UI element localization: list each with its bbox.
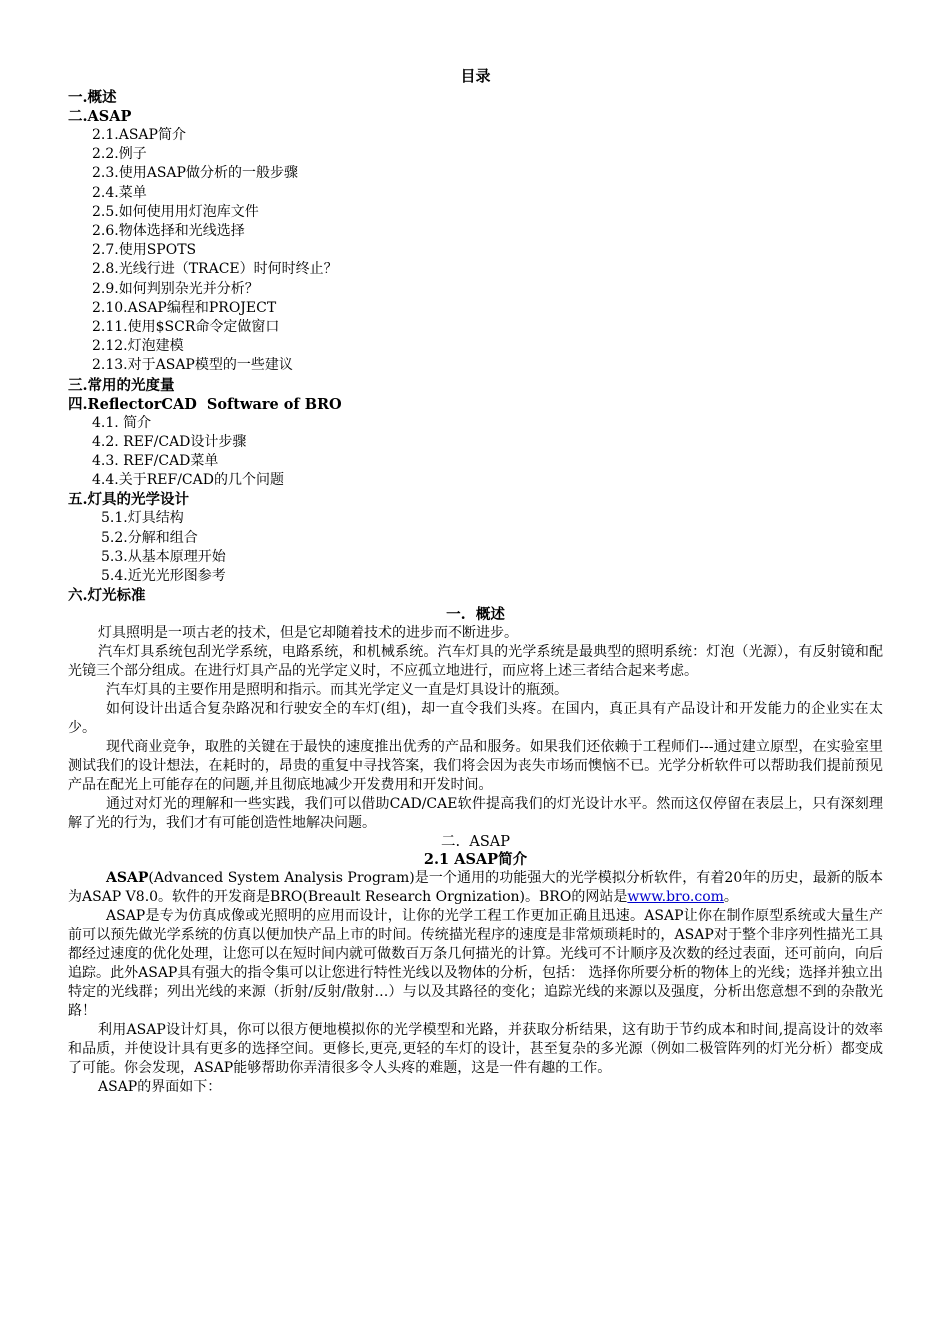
document-page — [68, 66, 883, 1097]
toc-item[interactable]: 2.11.使用$SCR命令定做窗口 — [92, 319, 280, 336]
paragraph: 现代商业竞争，取胜的关键在于最快的速度推出优秀的产品和服务。如果我们还依赖于工程师们---通过建立原型，在实验室里测试我们的设计想法，在耗时的，昂贵的重复中寻找答案，我们将会因为丧失市场而懊恼不已。光学分析软件可以帮助我们提前预见产品在配光上可能存在的问题,并且彻底地减少开发费用和开发时间。 — [68, 739, 883, 794]
toc-item[interactable]: 5.4.近光光形图参考 — [101, 568, 226, 585]
section-2-heading: 二. ASAP — [441, 834, 510, 851]
paragraph: ASAP的界面如下： — [98, 1079, 222, 1096]
section-2-1-heading: 2.1 ASAP简介 — [423, 851, 528, 869]
toc-item[interactable]: 2.2.例子 — [92, 146, 147, 163]
paragraph: 汽车灯具的主要作用是照明和指示。而其光学定义一直是灯具设计的瓶颈。 — [106, 682, 568, 699]
paragraph: 通过对灯光的理解和一些实践，我们可以借助CAD/CAE软件提高我们的灯光设计水平。然而这仅停留在表层上，只有深刻理解了光的行为，我们才有可能创造性地解决问题。 — [68, 796, 883, 832]
paragraph: ASAP是专为仿真成像或光照明的应用而设计，让你的光学工程工作更加正确且迅速。ASAP让你在制作原型系统或大量生产前可以预先做光学系统的仿真以便加快产品上市的时间。传统描光程序的速度是非常烦琐耗时的，ASAP对于整个非序列性描光工具都经过速度的优化处理，让您可以在短时间内就可做数百万条几何描光的计算。光线可不计顺序及次数的经过表面，还可前向，向后追踪。此外ASAP具有强大的指令集可以让您进行特性光线以及物体的分析，包括： 选择你所要分析的物体上的光线；选择并独立出特定的光线群；列出光线的来源（折射/反射/散射…）与以及其路径的变化；追踪光线的来源以及强度，分析出您意想不到的杂散光路！ — [68, 908, 883, 1020]
toc-item[interactable]: 4.3. REF/CAD菜单 — [92, 453, 219, 470]
paragraph: 汽车灯具系统包刮光学系统，电路系统，和机械系统。汽车灯具的光学系统是最典型的照明系统：灯泡（光源），有反射镜和配光镜三个部分组成。在进行灯具产品的光学定义时，不应孤立地进行，而应将上述三者结合起来考虑。 — [68, 644, 883, 680]
toc-section-5-items — [68, 509, 883, 586]
toc-item[interactable]: 2.1.ASAP简介 — [92, 127, 186, 143]
toc-item[interactable]: 2.13.对于ASAP模型的一些建议 — [92, 357, 293, 374]
toc-item[interactable]: 5.3.从基本原理开始 — [101, 548, 226, 565]
toc-item[interactable]: 4.4.关于REF/CAD的几个问题 — [92, 472, 284, 489]
asap-bold-term: ASAP — [106, 870, 149, 887]
toc-item[interactable]: 5.2.分解和组合 — [101, 529, 198, 546]
paragraph: 灯具照明是一项古老的技术，但是它却随着技术的进步而不断进步。 — [98, 625, 518, 642]
toc-item[interactable]: 2.8.光线行进（TRACE）时何时终止？ — [92, 261, 338, 278]
toc-item[interactable]: 2.5.如何使用用灯泡库文件 — [92, 203, 259, 220]
paragraph-text: 。 — [723, 889, 738, 906]
toc-item[interactable]: 2.3.使用ASAP做分析的一般步骤 — [92, 165, 298, 182]
toc-section-2-items — [68, 126, 883, 376]
toc-item[interactable]: 5.1.灯具结构 — [101, 510, 184, 527]
toc-section-3[interactable]: 三.常用的光度量 — [68, 376, 175, 394]
toc-item[interactable]: 2.9.如何判别杂光并分析？ — [92, 280, 259, 297]
section-1-heading: 一. 概述 — [446, 606, 505, 624]
toc-section-1[interactable]: 一.概述 — [68, 89, 117, 106]
toc-section-5[interactable]: 五.灯具的光学设计 — [68, 491, 190, 509]
bro-website-link[interactable]: www.bro.com — [627, 889, 724, 906]
paragraph-text: (Advanced System Analysis Program)是一个通用的功能强大的光学模拟分析软件，有着20年的历史，最新的版本为ASAP V8.0。软件的开发商是BRO(Breault Research Orgnization)。BRO的网站是 — [68, 870, 883, 906]
toc-item[interactable]: 4.1. 简介 — [92, 414, 152, 431]
toc-section-6[interactable]: 六.灯光标准 — [68, 587, 146, 605]
toc-title: 目录 — [460, 67, 491, 85]
toc-item[interactable]: 4.2. REF/CAD设计步骤 — [92, 433, 247, 450]
paragraph: 如何设计出适合复杂路况和行驶安全的车灯(组)，却一直令我们头疼。在国内，真正具有产品设计和开发能力的企业实在太少。 — [68, 701, 883, 737]
paragraph — [68, 869, 883, 907]
toc-item[interactable]: 2.4.菜单 — [92, 184, 147, 201]
toc-item[interactable]: 2.10.ASAP编程和PROJECT — [92, 299, 277, 316]
toc-item[interactable]: 2.12.灯泡建模 — [92, 338, 184, 355]
toc-item[interactable]: 2.7.使用SPOTS — [92, 242, 197, 259]
toc-section-4-items — [68, 414, 883, 491]
paragraph: 利用ASAP设计灯具，你可以很方便地模拟你的光学模型和光路，并获取分析结果，这有助于节约成本和时间,提高设计的效率和品质，并使设计具有更多的选择空间。更修长,更亮,更轻的车灯的设计，甚至复杂的多光源（例如二极管阵列的灯光分析）都变成了可能。你会发现，ASAP能够帮助你弄清很多令人头疼的难题，这是一件有趣的工作。 — [68, 1022, 883, 1077]
toc-item[interactable]: 2.6.物体选择和光线选择 — [92, 223, 245, 240]
toc-section-2[interactable]: 二.ASAP — [68, 108, 132, 125]
toc-section-4[interactable]: 四.ReflectorCAD Software of BRO — [68, 395, 342, 413]
